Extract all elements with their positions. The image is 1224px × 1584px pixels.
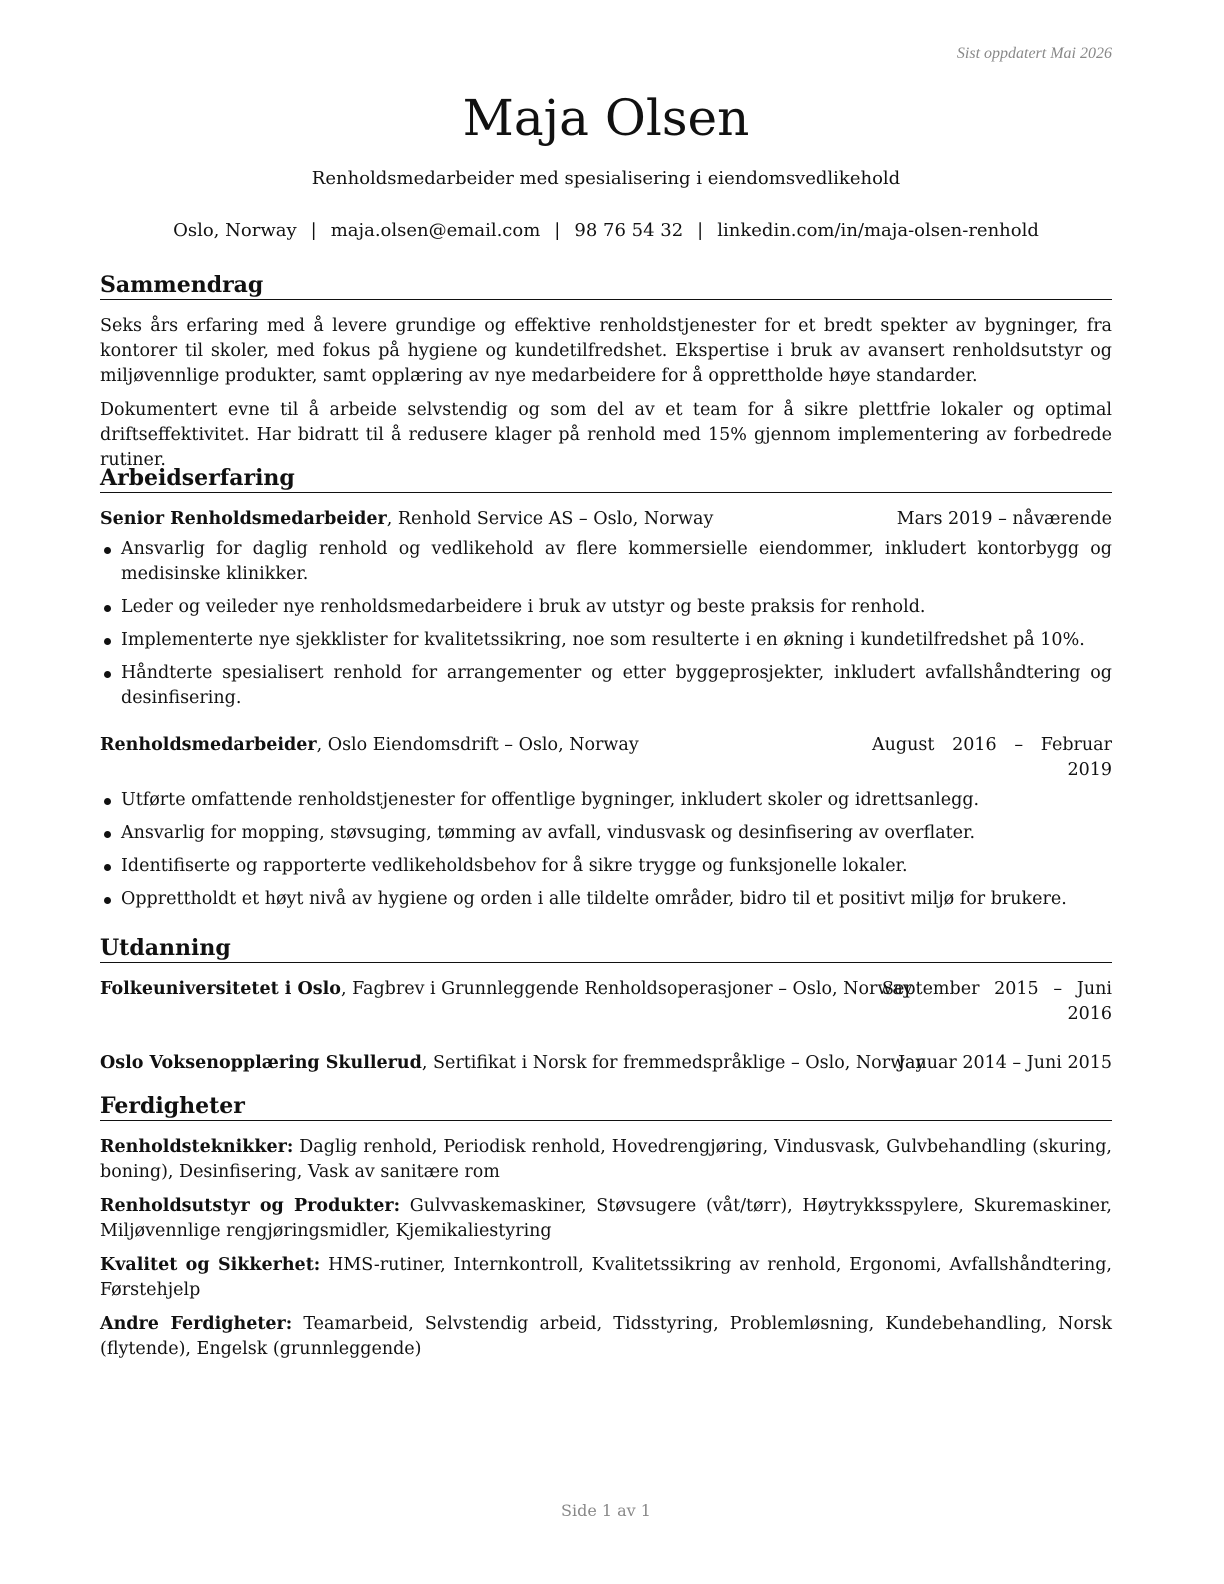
list-item: Utførte omfattende renholdstjenester for offentlige bygninger, inkludert skoler og idrettsanlegg. [100,788,1112,813]
section-title-summary: Sammendrag [100,271,1112,300]
skill-group [100,1253,1112,1303]
job-dates: Mars 2019 – nåværende [896,509,1112,529]
contact-separator: | [554,220,561,241]
education-detail: , Fagbrev i Grunnleggende Renholdsoperasjoner – Oslo, Norway [340,979,913,999]
skill-group [100,1312,1112,1362]
section-title-skills: Ferdigheter [100,1092,1112,1121]
contact-separator: | [697,220,704,241]
skill-group-label: Andre Ferdigheter: [100,1314,293,1334]
skill-group [100,1135,1112,1185]
education-detail: , Sertifikat i Norsk for fremmedspråklige – Oslo, Norway [421,1053,926,1073]
contact-email[interactable]: maja.olsen@email.com [330,220,541,241]
section-title-experience: Arbeidserfaring [100,464,1112,493]
contact-separator: | [310,220,317,241]
section-title-education: Utdanning [100,934,1112,963]
tagline: Renholdsmedarbeider med spesialisering i eiendomsvedlikehold [311,168,901,189]
page-number: Side 1 av 1 [561,1501,651,1520]
list-item: Identifiserte og rapporterte vedlikeholdsbehov for å sikre trygge og funksjonelle lokaler. [100,854,1112,879]
job-company: , Renhold Service AS – Oslo, Norway [386,509,714,529]
skill-group-items: Gulvvaskemaskiner, Støvsugere (våt/tørr), Høytrykksspylere, Skuremaskiner, Miljøvennlige rengjøringsmidler, Kjemikaliestyring [100,1196,1112,1241]
contact-phone: 98 76 54 32 [574,220,684,241]
list-item: Implementerte nye sjekklister for kvalitetssikring, noe som resulterte i en økning i kundetilfredshet på 10%. [100,628,1112,653]
job-role: Renholdsmedarbeider [100,735,317,755]
list-item: Håndterte spesialisert renhold for arrangementer og etter byggeprosjekter, inkludert avfallshåndtering og desinfisering. [100,661,1112,711]
list-item: Ansvarlig for daglig renhold og vedlikehold av flere kommersielle eiendommer, inkludert kontorbygg og medisinske klinikker. [100,537,1112,587]
contact-line [100,219,1112,243]
skill-group-label: Renholdsteknikker: [100,1137,294,1157]
job-role: Senior Renholdsmedarbeider [100,509,387,529]
education-dates: Januar 2014 – Juni 2015 [897,1053,1112,1073]
person-name: Maja Olsen [462,89,750,147]
job-bullets [100,537,1112,719]
skill-group-items: HMS-rutiner, Internkontroll, Kvalitetssikring av renhold, Ergonomi, Avfallshåndtering, Førstehjelp [100,1255,1112,1300]
skill-group-items: Daglig renhold, Periodisk renhold, Hovedrengjøring, Vindusvask, Gulvbehandling (skuring, boning), Desinfisering, Vask av sanitære rom [100,1137,1112,1182]
skill-group [100,1194,1112,1244]
skill-group-label: Kvalitet og Sikkerhet: [100,1255,321,1275]
contact-linkedin[interactable]: linkedin.com/in/maja-olsen-renhold [717,220,1039,241]
summary-paragraph: Seks års erfaring med å levere grundige og effektive renholdstjenester for et bredt spekter av bygninger, fra kontorer til skoler, med fokus på hygiene og kundetilfredshet. Ekspertise i bruk av avansert renholdsutstyr og miljøvennlige produkter, samt opplæring av nye medarbeidere for å opprettholde høye standarder. [100,316,1112,386]
summary-paragraph: Dokumentert evne til å arbeide selvstendig og som del av et team for å sikre plettfrie lokaler og optimal driftseffektivitet. Har bidratt til å redusere klager på renhold med 15% gjennom implementering av forbedrede rutiner. [100,400,1112,470]
skill-group-label: Renholdsutstyr og Produkter: [100,1196,401,1216]
contact-location: Oslo, Norway [173,220,297,241]
last-updated: Sist oppdatert Mai 2026 [956,45,1112,62]
education-school: Folkeuniversitetet i Oslo [100,979,341,999]
list-item: Opprettholdt et høyt nivå av hygiene og orden i alle tildelte områder, bidro til et positivt miljø for brukere. [100,887,1112,912]
resume-page [100,0,1112,1584]
job-bullets [100,788,1112,920]
education-school: Oslo Voksenopplæring Skullerud [100,1053,422,1073]
list-item: Ansvarlig for mopping, støvsuging, tømming av avfall, vindusvask og desinfisering av overflater. [100,821,1112,846]
job-dates: August 2016 – Februar 2019 [872,735,1112,780]
list-item: Leder og veileder nye renholdsmedarbeidere i bruk av utstyr og beste praksis for renhold. [100,595,1112,620]
education-dates: September 2015 – Juni 2016 [882,979,1112,1024]
skill-group-items: Teamarbeid, Selvstendig arbeid, Tidsstyring, Problemløsning, Kundebehandling, Norsk (flytende), Engelsk (grunnleggende) [100,1314,1112,1359]
job-company: , Oslo Eiendomsdrift – Oslo, Norway [316,735,639,755]
